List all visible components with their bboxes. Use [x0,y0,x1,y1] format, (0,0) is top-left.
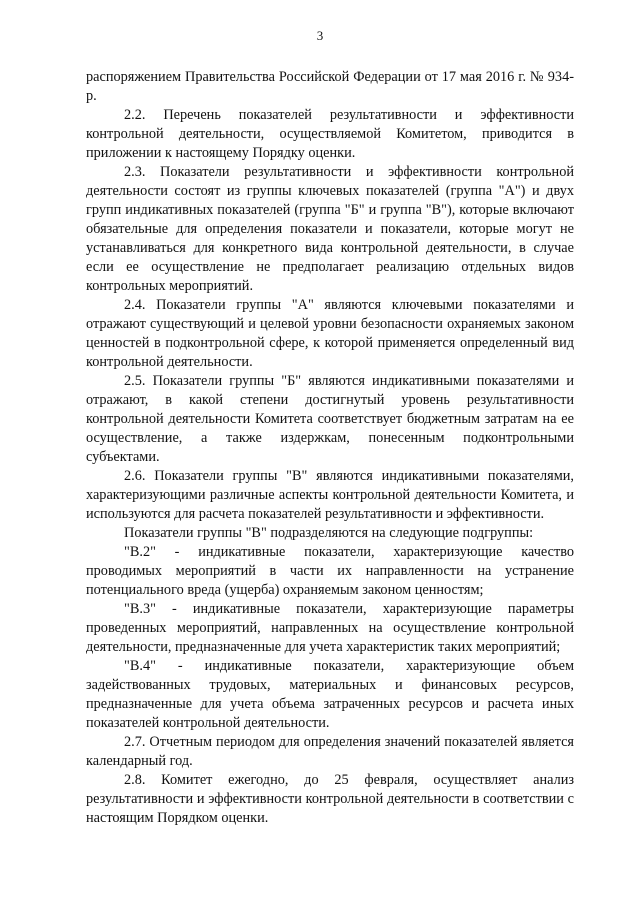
paragraph-continuation: распоряжением Правительства Российской Федерации от 17 мая 2016 г. № 934-р. [86,69,574,104]
paragraph-subgroup-v3: "В.3" - индикативные показатели, характеризующие параметры проведенных мероприятий, направленных на осуществление контрольной деятельности, предназначенные для учета характеристик таких мероприятий; [86,601,574,655]
document-body [86,68,574,828]
paragraph-2-6: 2.6. Показатели группы "В" являются индикативными показателями, характеризующими различные аспекты контрольной деятельности Комитета, и используются для расчета показателей результативности и эффективности. [86,468,574,522]
paragraph-2-3: 2.3. Показатели результативности и эффективности контрольной деятельности состоят из группы ключевых показателей (группа "А") и двух групп индикативных показателей (группа "Б" и группа "В"), которые включают обязательные для определения показатели и показатели, которые могут не устанавливаться для конкретного вида контрольной деятельности, в случае если ее осуществление не предполагает реализацию отдельных видов контрольных мероприятий. [86,164,574,294]
paragraph-subgroup-v4: "В.4" - индикативные показатели, характеризующие объем задействованных трудовых, материальных и финансовых ресурсов, предназначенные для учета объема затраченных ресурсов и расчета иных показателей контрольной деятельности. [86,658,574,731]
paragraph-2-2: 2.2. Перечень показателей результативности и эффективности контрольной деятельности, осуществляемой Комитетом, приводится в приложении к настоящему Порядку оценки. [86,107,574,161]
page-number: 3 [316,28,324,43]
paragraph-2-7: 2.7. Отчетным периодом для определения значений показателей является календарный год. [86,734,574,769]
paragraph-group-v-intro: Показатели группы "В" подразделяются на следующие подгруппы: [124,525,534,541]
paragraph-2-5: 2.5. Показатели группы "Б" являются индикативными показателями и отражают, в какой степени достигнутый уровень результативности контрольной деятельности Комитета соответствует бюджетным затратам на ее осуществление, а также издержкам, понесенным подконтрольными субъектами. [86,373,574,465]
paragraph-2-8: 2.8. Комитет ежегодно, до 25 февраля, осуществляет анализ результативности и эффективности контрольной деятельности в соответствии с настоящим Порядком оценки. [86,772,574,826]
paragraph-2-4: 2.4. Показатели группы "А" являются ключевыми показателями и отражают существующий и целевой уровни безопасности охраняемых законом ценностей в подконтрольной сфере, к которой применяется определенный вид контрольной деятельности. [86,297,574,370]
paragraph-subgroup-v2: "В.2" - индикативные показатели, характеризующие качество проводимых мероприятий в части их направленности на устранение потенциального вреда (ущерба) охраняемым законом ценностям; [86,544,574,598]
